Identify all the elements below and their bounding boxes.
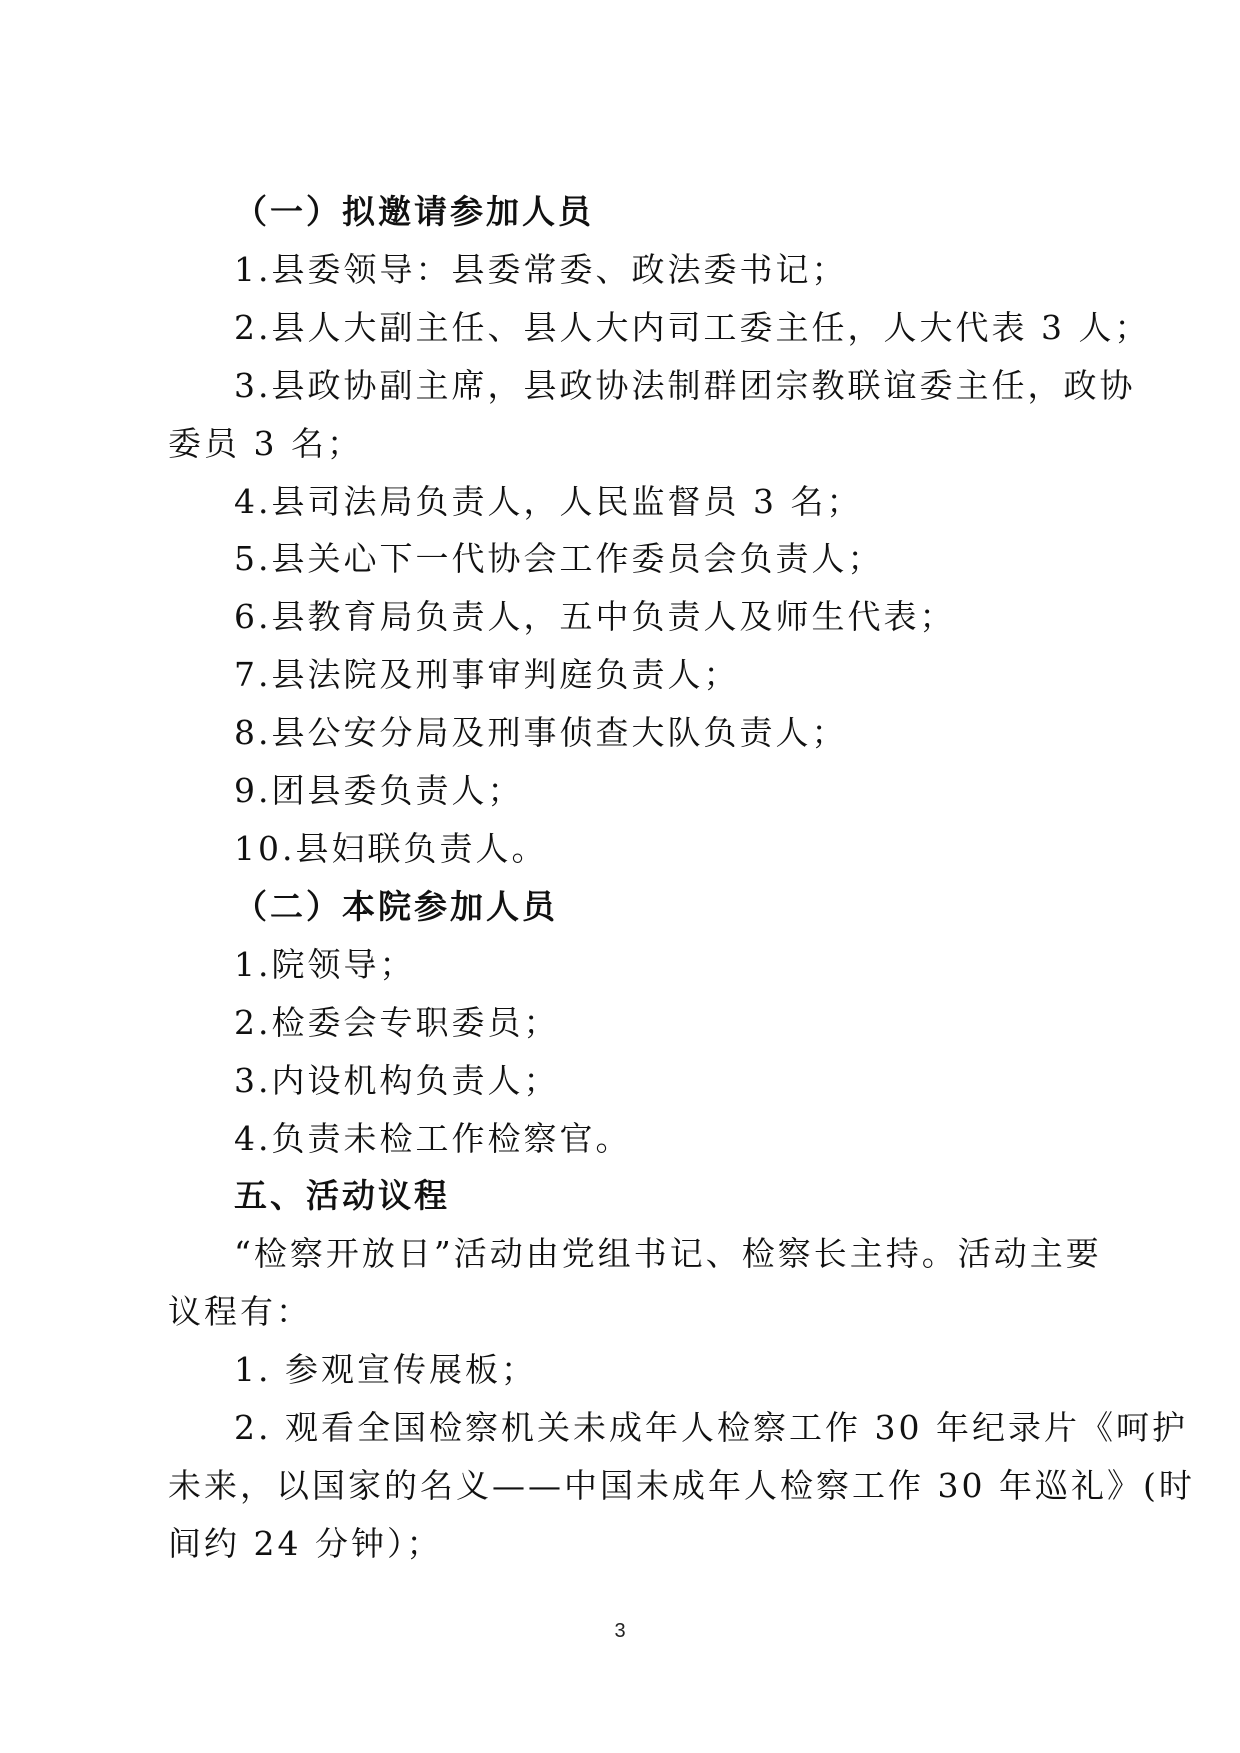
document-body [168, 183, 1195, 1573]
paragraph-line: 间约 24 分钟）； [168, 1523, 443, 1563]
section-heading-agenda: 五、活动议程 [234, 1176, 450, 1216]
paragraph-line: 3.县政协副主席，县政协法制群团宗教联谊委主任，政协 [234, 365, 1136, 405]
paragraph-line: 4.负责未检工作检察官。 [234, 1118, 632, 1158]
paragraph-line: 1.院领导； [234, 944, 416, 984]
paragraph-line: 10.县妇联负责人。 [234, 828, 548, 868]
section-heading-invited: （一）拟邀请参加人员 [234, 192, 594, 231]
page-number: 3 [614, 1620, 626, 1642]
paragraph-line: 4.县司法局负责人，人民监督员 3 名； [234, 481, 863, 521]
paragraph-line: 3.内设机构负责人； [234, 1060, 560, 1100]
paragraph-line: 7.县法院及刑事审判庭负责人； [234, 655, 740, 695]
paragraph-line: “检察开放日”活动由党组书记、检察长主持。活动主要 [234, 1234, 1102, 1274]
paragraph-line: 未来，以国家的名义——中国未成年人检察工作 30 年巡礼》(时 [168, 1465, 1195, 1505]
paragraph-line: 2. 观看全国检察机关未成年人检察工作 30 年纪录片《呵护 [234, 1408, 1188, 1448]
paragraph-line: 议程有： [168, 1292, 312, 1332]
paragraph-line: 1. 参观宣传展板； [234, 1350, 537, 1390]
paragraph-line: 2.检委会专职委员； [234, 1002, 560, 1042]
paragraph-line: 2.县人大副主任、县人大内司工委主任，人大代表 3 人； [234, 307, 1151, 347]
paragraph-line: 5.县关心下一代协会工作委员会负责人； [234, 539, 884, 579]
paragraph-line: 6.县教育局负责人，五中负责人及师生代表； [234, 597, 956, 637]
section-heading-internal: （二）本院参加人员 [234, 886, 558, 926]
paragraph-line: 委员 3 名； [168, 423, 363, 463]
paragraph-line: 8.县公安分局及刑事侦查大队负责人； [234, 713, 848, 753]
paragraph-line: 1.县委领导：县委常委、政法委书记； [234, 249, 848, 289]
paragraph-line: 9.团县委负责人； [234, 771, 524, 811]
